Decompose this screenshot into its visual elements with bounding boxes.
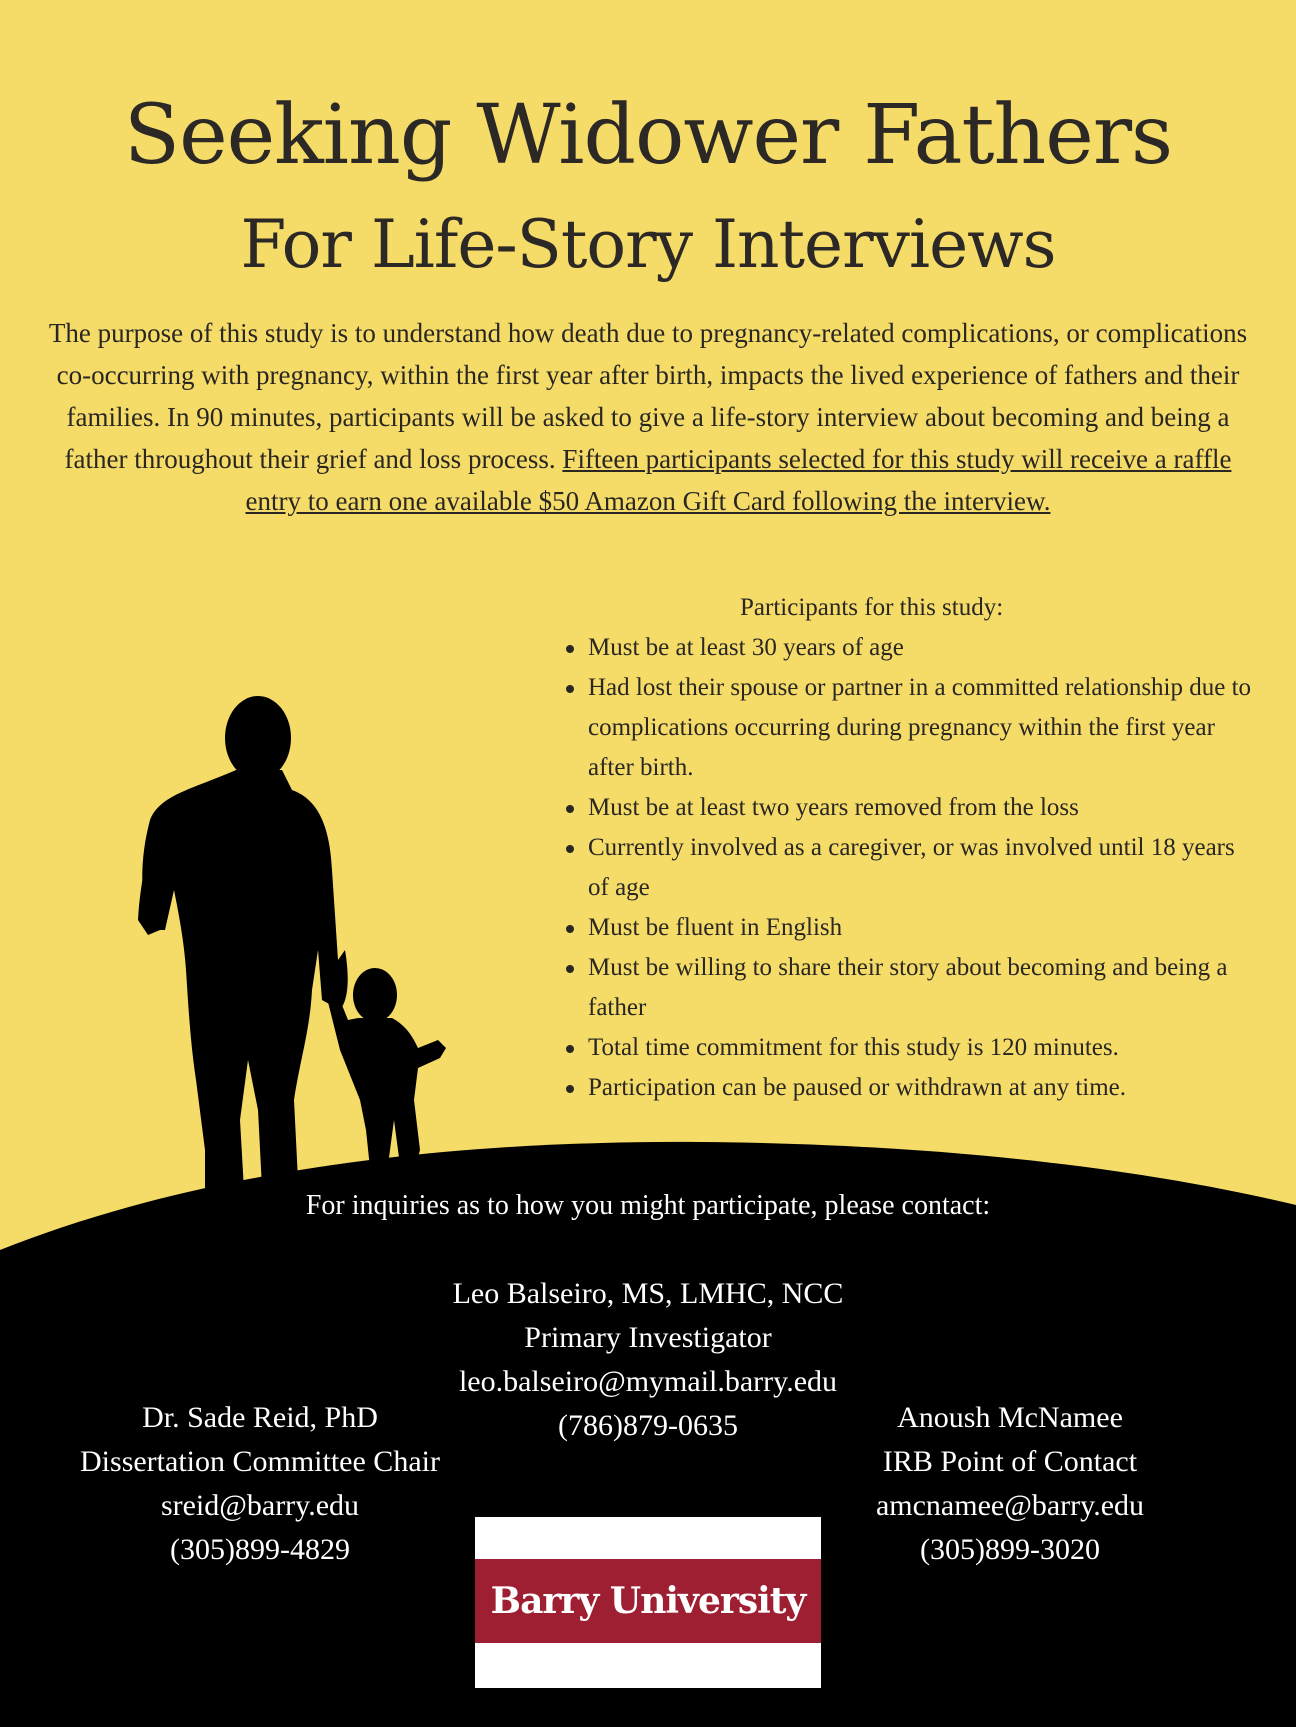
criteria-heading: Participants for this study: [740, 594, 1004, 621]
contact-email[interactable]: amcnamee@barry.edu [875, 1489, 1145, 1522]
contact-role: IRB Point of Contact [882, 1445, 1138, 1478]
criteria-item: Must be at least two years removed from the loss [568, 788, 1260, 828]
contact-phone[interactable]: (786)879-0635 [558, 1409, 738, 1442]
criteria-item: Must be fluent in English [568, 908, 1260, 948]
criteria-item: Must be at least 30 years of age [568, 628, 1260, 668]
contact-phone[interactable]: (305)899-4829 [170, 1533, 350, 1566]
criteria-item: Must be willing to share their story about becoming and being a father [568, 948, 1260, 1028]
contact-email[interactable]: leo.balseiro@mymail.barry.edu [458, 1365, 838, 1398]
logo-text: Barry University [490, 1580, 806, 1622]
contact-name: Dr. Sade Reid, PhD [142, 1401, 378, 1434]
intro-text: The purpose of this study is to understand how death due to pregnancy-related complications, or complications co-occurring with pregnancy, within the first year after birth, impacts the lived experience of fathers and their families. In 90 minutes, participants will be asked to give a life-story interview about becoming and being a father throughout their grief and loss process. [48, 318, 1248, 474]
incentive-text: Fifteen participants selected for this study will receive a raffle entry to earn one available $50 Amazon Gift Card following the interview. [245, 444, 1232, 516]
barry-university-logo [475, 1517, 821, 1688]
contact-email[interactable]: sreid@barry.edu [160, 1489, 360, 1522]
contact-role: Dissertation Committee Chair [80, 1445, 440, 1478]
criteria-item: Currently involved as a caregiver, or was involved until 18 years of age [568, 828, 1260, 908]
eligibility-criteria [540, 588, 1260, 1108]
criteria-item: Participation can be paused or withdrawn at any time. [568, 1068, 1260, 1108]
logo-band [475, 1559, 821, 1643]
contact-name: Leo Balseiro, MS, LMHC, NCC [452, 1277, 844, 1310]
contact-heading: For inquiries as to how you might participate, please contact: [305, 1190, 991, 1221]
criteria-item: Had lost their spouse or partner in a committed relationship due to complications occurring during pregnancy within the first year after birth. [568, 668, 1260, 788]
page-title: Seeking Widower Fathers [123, 88, 1173, 183]
contact-committee-chair [30, 1396, 490, 1572]
contact-role: Primary Investigator [524, 1321, 772, 1354]
intro-paragraph [48, 312, 1248, 522]
contact-phone[interactable]: (305)899-3020 [920, 1533, 1100, 1566]
criteria-item: Total time commitment for this study is 120 minutes. [568, 1028, 1260, 1068]
page-subtitle: For Life-Story Interviews [240, 206, 1056, 283]
contact-name: Anoush McNamee [897, 1401, 1123, 1434]
criteria-list [540, 628, 1260, 1108]
contact-irb [800, 1396, 1220, 1572]
